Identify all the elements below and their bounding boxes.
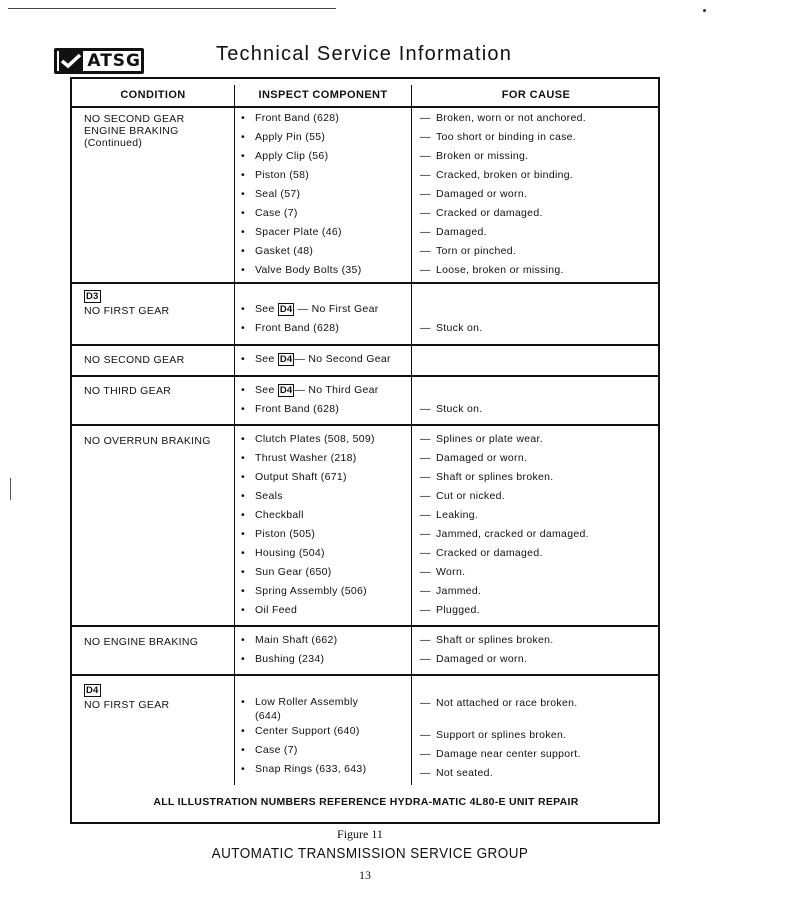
list-item: • Front Band (628) [241,112,340,124]
condition-text: NO OVERRUN BRAKING [84,435,211,447]
list-item: — Splines or plate wear. [420,433,543,445]
list-item: — Shaft or splines broken. [420,634,554,646]
footer-organization: AUTOMATIC TRANSMISSION SERVICE GROUP [211,845,529,862]
list-item: — Worn. [420,566,466,578]
list-item: • See D4 — No Second Gear [241,353,391,365]
row-divider [72,625,660,627]
list-item: — Plugged. [420,604,480,616]
list-item: • Bushing (234) [241,653,325,665]
range-badge: D4 [279,354,293,365]
condition-cell [84,385,232,397]
row-divider [72,674,660,676]
figure-caption: Figure 11 [337,827,383,841]
cause-list [420,430,656,620]
condition-cell [84,113,232,149]
component-list [241,381,411,419]
column-divider [234,85,235,785]
list-item: • Center Support (640) [241,725,360,737]
list-item: • Snap Rings (633, 643) [241,763,367,775]
row-divider [72,282,660,284]
list-item: — Cracked, broken or binding. [420,169,574,181]
list-item: • Seal (57) [241,188,301,200]
list-item: — Loose, broken or missing. [420,264,564,276]
column-header-component: INSPECT COMPONENT [258,89,388,101]
condition-text: NO THIRD GEAR [84,385,172,397]
condition-text: NO FIRST GEAR [84,305,170,317]
condition-cell [84,684,232,711]
list-item: — Cracked or damaged. [420,207,543,219]
component-list [241,350,411,369]
list-item: • Front Band (628) [241,403,340,415]
condition-text: ENGINE BRAKING [84,125,179,137]
condition-text: (Continued) [84,137,143,149]
list-item: — Too short or binding in case. [420,131,577,143]
list-item: — Damaged or worn. [420,653,528,665]
list-item: • Gasket (48) [241,245,314,257]
list-item: — Cut or nicked. [420,490,505,502]
cause-list [420,694,656,783]
list-item: • Spring Assembly (506) [241,585,367,597]
list-item: • Checkball [241,509,304,521]
list-item: — Damaged. [420,226,487,238]
list-item: • Output Shaft (671) [241,471,347,483]
list-item [420,381,656,400]
list-item: • Sun Gear (650) [241,566,332,578]
list-item: • Apply Clip (56) [241,150,329,162]
scan-mark [10,478,11,500]
range-badge: D3 [86,291,99,302]
cause-list [420,109,656,280]
list-item: • Seals [241,490,283,502]
list-item: • Oil Feed [241,604,298,616]
list-item: — Not attached or race broken. [420,697,578,709]
list-item: — Stuck on. [420,322,483,334]
list-item: — Stuck on. [420,403,483,415]
cause-list [420,300,656,338]
range-badge: D4 [279,304,293,315]
row-divider [72,344,660,346]
list-item: • Thrust Washer (218) [241,452,357,464]
list-item: — Not seated. [420,767,493,779]
condition-text: NO SECOND GEAR [84,113,185,125]
component-list [241,109,411,280]
condition-text: NO FIRST GEAR [84,699,170,711]
list-item: • Clutch Plates (508, 509) [241,433,375,445]
range-badge: D4 [279,385,293,396]
list-item [420,300,656,319]
cause-list [420,381,656,419]
list-item: — Shaft or splines broken. [420,471,554,483]
condition-cell [84,290,232,317]
atsg-logo [54,48,144,74]
condition-cell [84,354,232,366]
condition-text: NO ENGINE BRAKING [84,636,199,648]
logo-text: ATSG [87,51,141,71]
row-divider [72,424,660,426]
list-item: • Valve Body Bolts (35) [241,264,362,276]
list-item: • Case (7) [241,744,298,756]
list-item: • Apply Pin (55) [241,131,326,143]
list-item: — Jammed, cracked or damaged. [420,528,589,540]
column-header-condition: CONDITION [120,89,186,101]
list-item: — Damage near center support. [420,748,581,760]
component-list [241,430,411,620]
header-rule [72,106,660,108]
list-item: — Broken or missing. [420,150,529,162]
list-item: • Housing (504) [241,547,325,559]
table-footnote: ALL ILLUSTRATION NUMBERS REFERENCE HYDRA-MATIC 4L80-E UNIT REPAIR [153,796,579,808]
list-item: • See D4 — No Third Gear [241,384,379,396]
column-header-cause: FOR CAUSE [501,89,571,101]
condition-cell [84,636,232,648]
row-divider [72,375,660,377]
component-list [241,300,411,338]
list-item: — Leaking. [420,509,479,521]
list-item: • Front Band (628) [241,322,340,334]
component-list [241,695,411,779]
range-badge: D4 [86,685,99,696]
list-item: • Main Shaft (662) [241,634,338,646]
list-item: • Piston (58) [241,169,310,181]
list-item: — Broken, worn or not anchored. [420,112,586,124]
list-item: — Torn or pinched. [420,245,517,257]
page-number: 13 [359,868,371,882]
list-item: — Damaged or worn. [420,452,528,464]
component-list [241,631,411,669]
top-rule [8,8,336,9]
list-item: — Damaged or worn. [420,188,528,200]
list-item: — Jammed. [420,585,482,597]
list-item: • Low Roller Assembly [241,696,359,708]
list-item: • Piston (505) [241,528,316,540]
list-item: — Support or splines broken. [420,729,567,741]
condition-text: NO SECOND GEAR [84,354,185,366]
list-item: • Spacer Plate (46) [241,226,342,238]
cause-list [420,631,656,669]
list-item: • See D4 — No First Gear [241,303,379,315]
checkmark-icon [59,51,83,71]
list-item-continued: (644) [255,710,282,722]
list-item: — Cracked or damaged. [420,547,543,559]
list-item: • Case (7) [241,207,298,219]
scan-speck [703,9,706,12]
condition-cell [84,435,232,447]
column-divider [411,85,412,785]
page-title: Technical Service Information [216,43,513,65]
